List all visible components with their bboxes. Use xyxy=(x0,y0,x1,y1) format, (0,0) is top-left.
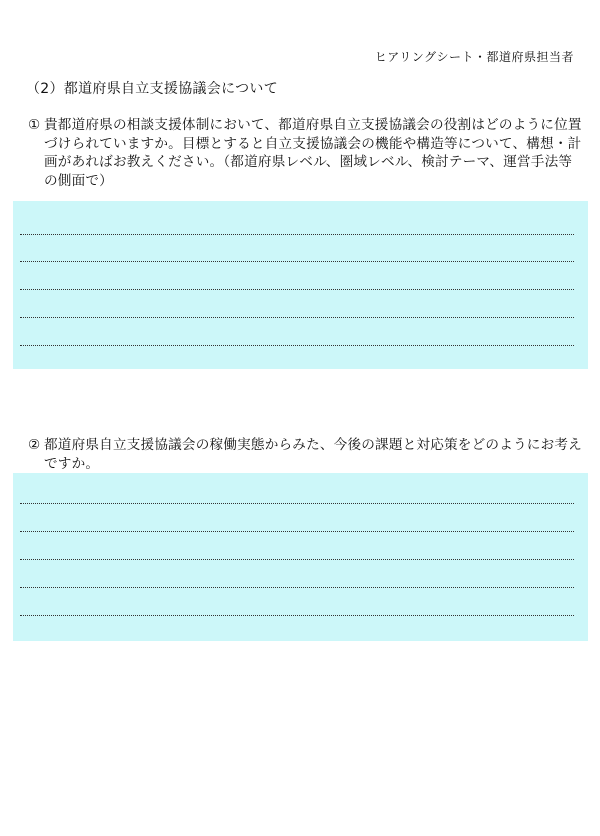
answer-line xyxy=(20,531,574,532)
answer-line xyxy=(20,289,574,290)
document-header-label: ヒアリングシート・都道府県担当者 xyxy=(374,50,574,64)
answer-box-2[interactable] xyxy=(13,473,588,641)
answer-line xyxy=(20,559,574,560)
question-1-number: ① xyxy=(28,117,41,133)
answer-line xyxy=(20,317,574,318)
question-2-number: ② xyxy=(28,437,41,453)
question-2 xyxy=(28,436,583,473)
answer-line xyxy=(20,345,574,346)
answer-line xyxy=(20,503,574,504)
answer-line xyxy=(20,587,574,588)
question-2-text: 都道府県自立支援協議会の稼働実態からみた、今後の課題と対応策をどのようにお考えですか。 xyxy=(44,437,582,472)
answer-line xyxy=(20,615,574,616)
answer-box-1[interactable] xyxy=(13,201,588,369)
answer-line xyxy=(20,261,574,262)
answer-line xyxy=(20,234,574,235)
section-title: （2）都道府県自立支援協議会について xyxy=(26,81,279,97)
question-1-text: 貴都道府県の相談支援体制において、都道府県自立支援協議会の役割はどのように位置づけられていますか。目標とすると自立支援協議会の機能や構造等について、構想・計画があればお教えください。（都道府県レベル、圏域レベル、検討テーマ、運営手法等の側面で） xyxy=(44,117,582,189)
question-1 xyxy=(28,116,583,190)
